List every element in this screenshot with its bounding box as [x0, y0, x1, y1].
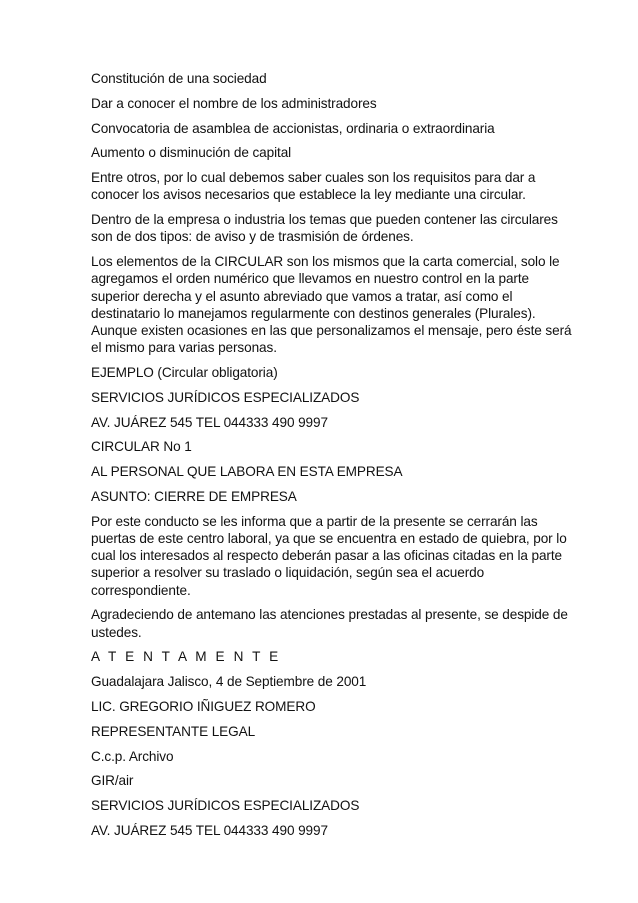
footer-company-name: SERVICIOS JURÍDICOS ESPECIALIZADOS: [91, 798, 360, 814]
recipient-line: AL PERSONAL QUE LABORA EN ESTA EMPRESA: [91, 464, 403, 480]
salutation: A T E N T A M E N T E: [91, 649, 281, 665]
paragraph-requisitos: Entre otros, por lo cual debemos saber cuales son los requisitos para dar a conocer los avisos necesarios que establece la ley mediante una circular.: [91, 170, 536, 203]
paragraph-tipos-circulares: Dentro de la empresa o industria los temas que pueden contener las circulares son de dos tipos: de aviso y de trasmisión de órdenes.: [91, 212, 558, 245]
signatory-title: REPRESENTANTE LEGAL: [91, 723, 256, 739]
subject-line: ASUNTO: CIERRE DE EMPRESA: [91, 488, 297, 504]
closing-paragraph: Agradeciendo de antemano las atenciones prestadas al presente, se despide de ustedes.: [91, 607, 568, 640]
place-date: Guadalajara Jalisco, 4 de Septiembre de 2001: [91, 674, 367, 690]
signatory-name: LIC. GREGORIO IÑIGUEZ ROMERO: [91, 698, 316, 714]
paragraph-administradores: Dar a conocer el nombre de los administradores: [91, 95, 377, 111]
paragraph-convocatoria: Convocatoria de asamblea de accionistas, ordinaria o extraordinaria: [91, 120, 495, 136]
circular-number: CIRCULAR No 1: [91, 439, 192, 455]
reference-initials: GIR/air: [91, 773, 134, 789]
body-paragraph: Por este conducto se les informa que a partir de la presente se cerrarán las puertas de este centro laboral, ya que se encuentra en estado de quiebra, por lo cual los interesados al respecto deberán pasar a las oficinas citadas en la parte superior a resolver su traslado o liquidación, según sea el acuerdo correspondiente.: [91, 513, 567, 598]
company-address: AV. JUÁREZ 545 TEL 044333 490 9997: [91, 414, 328, 430]
company-name: SERVICIOS JURÍDICOS ESPECIALIZADOS: [91, 389, 360, 405]
paragraph-elementos-circular: Los elementos de la CIRCULAR son los mismos que la carta comercial, solo le agregamos el orden numérico que llevamos en nuestro control en la parte superior derecha y el asunto abreviado que vamos a tratar, así como el destinatario lo manejamos regularmente con destinos generales (Plurales). Aunque existen ocasiones en las que personalizamos el mensaje, pero éste será el mismo para varias personas.: [91, 254, 572, 356]
paragraph-constitucion: Constitución de una sociedad: [91, 71, 267, 86]
example-heading: EJEMPLO (Circular obligatoria): [91, 365, 278, 380]
paragraph-capital: Aumento o disminución de capital: [91, 145, 292, 161]
footer-company-address: AV. JUÁREZ 545 TEL 044333 490 9997: [91, 822, 328, 838]
copy-recipients: C.c.p. Archivo: [91, 748, 174, 764]
